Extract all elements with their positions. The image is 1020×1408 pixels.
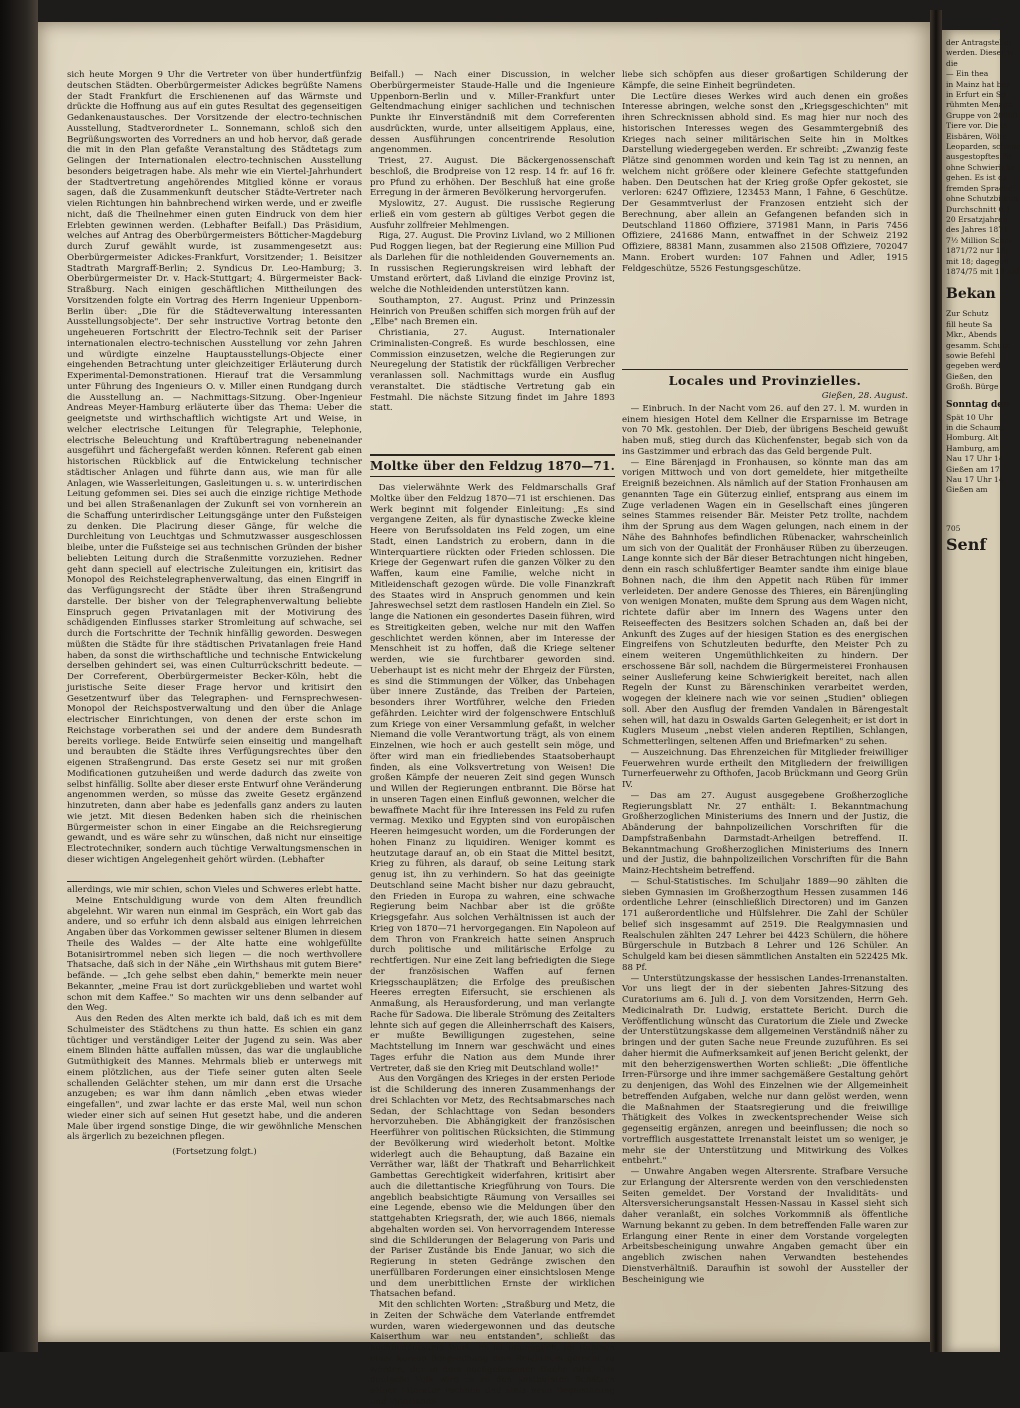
sliver-line: 1874/75 mit 18 auf (946, 266, 1020, 276)
sliver-line: in Erfurt ein Sp (946, 90, 1006, 100)
telegram-news (370, 70, 615, 450)
sliver-line: fremden Sprache (946, 183, 1013, 193)
facing-page-sliver (942, 30, 1020, 1352)
local-news-item: — Einbruch. In der Nacht vom 26. auf den 27. l. M. wurden in einem hiesigen Hotel dem Kellner die Ersparnisse im Betrage von 70 Mk. gestohlen. Der Dieb, der übrigens Bescheid gewußt haben muß, stieg durch das Küchenfenster, begab sich von da ins Gastzimmer und erbrach das das Geld bergende Pult. (622, 403, 908, 457)
sliver-line: rühmten Menage (946, 100, 1013, 110)
sliver-line: 20 Ersatzjahren (946, 214, 1008, 224)
article-paragraph: Mit den schlichten Worten: „Straßburg und Metz, die in Zeiten der Schwäche dem Vaterlande entfremdet wurden, waren wiedergewonnen und das deutsche Kaiserthum war neu entstanden", schließt das hochbedeutsame Werk. Es ist ummöglich, im Rahmen einer kurzen Besprechung dem Reichthum gerecht zu werden, der in dem nachgelassenen Buche ruht. Das deutsche Volk wird es zu den kostbarsten Schätzen seiner Literatur rechnen und stets neue Begeisterung und Vaterlands- (370, 1300, 615, 1407)
news-item: Triest, 27. August. Die Bäckergenossenschaft beschloß, die Brodpreise von 12 resp. 14 fr. auf 16 fr. pro Pfund zu erhöhen. Der Beschluß hat eine große Erregung in der ärmeren Bevölkerung hervorgerufen. (370, 156, 615, 199)
sliver-line: Zur Schutz (946, 309, 989, 319)
sliver-line: Mkr., Abends (946, 330, 997, 340)
staedtetag-text: sich heute Morgen 9 Uhr die Vertreter von über hundertfünfzig deutschen Städten. Oberbürgermeister Adickes begrüßte Namens der Stadt Frankfurt die Erschienenen auf das Wärmste und drückte die Hoffnung aus auf ein gutes Resultat des gegenseitigen Gedankenaustausches. Der Vorsitzende der electro-technischen Ausstellung, Stadtverordneter L. Sonnemann, schloß sich den Begrüßungsworten des Vorredners an und hob hervor, daß gerade die mit in den Plan gefaßte Veranstaltung des Städtetags zum Gelingen der Internationalen electro-technischen Ausstellung besonders beigetragen habe. Als mehr wie ein Viertel-Jahrhundert der Stadtvertretung angehörendes Mitglied könne er voraus sagen, daß die Zusammenkunft deutscher Städte-Vertreter nach vielen Richtungen hin bahnbrechend wirken werde, und er zweifle nicht, daß die Theilnehmer einen guten Eindruck von dem hier Erlebten gewinnen werden. (Lebhafter Beifall.) Das Präsidium, welches auf Antrag des Oberbürgermeisters Bötticher-Magdeburg durch Zuruf gewählt wurde, ist zusammengesetzt aus: Oberbürgermeister Adickes-Frankfurt, Vorsitzender; 1. Beisitzer Stadtrath Margraff-Berlin; 2. Syndicus Dr. Leo-Hamburg; 3. Oberbürgermeister Dr. v. Hack-Stuttgart; 4. Bürgermeister Back-Straßburg. Nach einigen geschäftlichen Mittheilungen des Vorsitzenden folgte ein Vortrag des Herrn Ingenieur Uppenborn-Berlin über: „Die für die Städteverwaltung interessanten Ausstellungsobjecte". Der sehr instructive Vortrag betonte den ungeheueren Fortschritt der Electro-Technik seit der Pariser internationalen electro-technischen Ausstellung vor zehn Jahren und würdigte einzelne Hauptausstellungs-Objecte einer eingehenden Betrachtung unter gleichzeitiger Erläuterung durch Experimental-Demonstrationen. Hierauf trat die Versammlung unter Führung des Ingenieurs O. v. Miller einen Rundgang durch die Ausstellung an. — Nachmittags-Sitzung. Ober-Ingenieur Andreas Meyer-Hamburg erläuterte über das Thema: Ueber die geeignetste und wirthschaftlich wichtigste Art und Weise, in welcher electrische Leitungen für Telegraphie, Telephonie, electrische Beleuchtung und Kraftübertragung nebeneinander ausgeführt und fächergefaßt werden können. Referent gab einen historischen Rückblick auf die Entwickelung technischer städtischer Anlagen und führte dann aus, wie man für alle Anlagen, wie Wasserleitungen, Gasleitungen u. s. w. unterirdischen Leitung gefommen sei. Dies sei auch die einzige richtige Methode und bei allen Straßenanlagen der Zukunft sei von vornherein an die Schaffung unterirdischer Leitungsgänge unter den Fußsteigen zu denken. Die Placirung dieser Gänge, für welche die Durchleitung von Leuchtgas und Schmutzwasser ausgeschlossen bleibe, unter die Fußsteige sei aus technischen Gründen der bisher beliebten Leitung durch die Straßenmitte vorzuziehen. Redner geht dann speciell auf electrische Zuleitungen ein, kritisirt das Monopol des Reichstelegraphenverwaltung, das einen Eingriff in das Verfügungsrecht der Städte über ihren Straßengrund darstelle. Der bisher von der Telegraphenverwaltung beliebte Einspruch gegen Privatanlagen mit der Motivirung des schädigenden Einflusses starker Stromleitung auf schwache, sei durch die Fortschritte der Technik hinfällig geworden. Deswegen müßten die Städte für ihre städtischen Privatanlagen freie Hand haben, da sonst die wirthschaftliche und technische Entwickelung derselben gehindert sei, was einen Culturrückschritt bedeute. — Der Correferent, Oberbürgermeister Becker-Köln, hebt die juristische Seite dieser Frage hervor und kritisirt den Gesetzentwurf über das Telegraphen- und Fernsprechwesen-Monopol der Reichspostverwaltung und den über die Anlage electrischer Einrichtungen, von denen der erste schon im Reichstage vorberathen sei und der andere dem Bundesrath bereits vorliege. Beide Entwürfe seien einseitig und mangelhaft und beraubten die Städte ihres Verfügungsrechtes über den eigenen Straßengrund. Das erste Gesetz sei nur mit großen Modificationen gutzuheißen und werde dadurch das zweite von selbst hinfällig. Sollte aber dieser erste Entwurf ohne Veränderung angenommen werden, so müsse das zweite Gesetz ergänzend hinzutreten, dann aber habe es jedenfalls ganz anders zu lauten wie jetzt. Mit diesen Bedenken haben sich die rheinischen Bürgermeister schon in einer Eingabe an die Reichsregierung gewandt, und es wäre sehr zu wünschen, daß nicht nur einseitige Electrotechniker, sondern auch tüchtige Verwaltungsmenschen in dieser wichtigen Angelegenheit gehört würden. (Lebhafter (67, 70, 362, 865)
news-item: Southampton, 27. August. Prinz und Prinzessin Heinrich von Preußen schiffen sich morgen früh auf der „Elbe" nach Bremen ein. (370, 295, 615, 328)
article-paragraph: Aus den Vorgängen des Krieges in der ersten Periode ist die Schilderung des inneren Zusammenhangs der drei Schlachten vor Metz, des Rechtsabmarsches nach Sedan, der Schlachttage von Sedan besonders hervorzuheben. Die Abhängigkeit der französischen Heerführer von politischen Rücksichten, die Stimmung der Bevölkerung wird wiederholt betont. Moltke widerlegt auch die Behauptung, daß Bazaine ein Verräther war, läßt der Thatkraft und Beharrlichkeit Gambettas Gerechtigkeit widerfahren, kritisirt aber auch die dilettantische Kriegführung von Tours. Die angeblich beabsichtigte Räumung von Versailles sei eine Legende, ebenso wie die Meldungen über den stattgehabten Kriegsrath, der, wie auch 1866, niemals abgehalten worden sei. Von hervorragendem Interesse sind die Schilderungen der Belagerung von Paris und der Pariser Zustände bis Ende Januar, wo sich die Regierung in steten Gedränge zwischen den unerfüllbaren Forderungen einer einsichtslosen Menge und dem unerbittlichen Ernste der wirklichen Thatsachen befand. (370, 1074, 615, 1300)
sliver-line: Homburg. Alt (946, 433, 999, 443)
feuilleton-paragraph: allerdings, wie mir schien, schon Vieles und Schweres erlebt hatte. (67, 885, 361, 895)
scan-edge-left (0, 0, 38, 1352)
sliver-line: werden. Dieser w (946, 48, 1014, 58)
feuilleton-continuation (67, 885, 362, 1158)
sliver-line: ohne Schwierigke (946, 162, 1016, 172)
local-news-item: — Schul-Statistisches. Im Schuljahr 1889—90 zählten die sieben Gymnasien im Großherzogthum Hessen zusammen 146 ordentliche Lehrer (einschließlich Directoren) und im Ganzen 171 außerordentliche und Hülfslehrer. Die Zahl der Schüler belief sich insgesammt auf 2519. Die Realgymnasien und Realschulen zählten 247 Lehrer bei 4423 Schülern, die höhere Bürgerschule in Butzbach 8 Lehrer und 126 Schüler. An Schulgeld kam bei diesen sämmtlichen Anstalten ein 522425 Mk. 88 Pf. (622, 876, 908, 973)
sliver-line: in Mainz hat bea (946, 79, 1011, 89)
sliver-line: Tiere vor. Die in (946, 121, 1008, 131)
article-paragraph: Das vielerwähnte Werk des Feldmarschalls Graf Moltke über den Feldzug 1870—71 ist erschienen. Das Werk beginnt mit folgender Einleitung: „Es sind vergangene Zeiten, als für dynastische Zwecke kleine Heere von Berufssoldaten ins Feld zogen, um eine Stadt, einen Landstrich zu erobern, dann in die Winterquartiere rückten oder Frieden schlossen. Die Kriege der Gegenwart rufen die ganzen Völker zu den Waffen, kaum eine Familie, welche nicht in Mitleidenschaft gezogen würde. Die volle Finanzkraft des Staates wird in Anspruch genommen und kein Jahreswechsel setzt dem rastlosen Handeln ein Ziel. So lange die Nationen ein gesondertes Dasein führen, wird es Streitigkeiten geben, welche nur mit den Waffen geschlichtet werden können, aber im Interesse der Menschheit ist zu hoffen, daß die Kriege seltener werden, wie sie furchtbarer geworden sind. Ueberhaupt ist es nicht mehr der Ehrgeiz der Fürsten, es sind die Stimmungen der Völker, das Unbehagen über innere Zustände, das Treiben der Parteien, besonders ihrer Wortführer, welche den Frieden gefährden. Leichter wird der folgenschwere Entschluß zum Kriege von einer Versammlung gefaßt, in welcher Niemand die volle Verantwortung trägt, als von einem Einzelnen, wie hoch er auch gestellt sein möge, und öfter wird man ein friedliebendes Staatsoberhaupt finden, als eine Volksvertretung von Weisen! Die großen Kämpfe der neueren Zeit sind gegen Wunsch und Willen der Regierungen entbrannt. Die Börse hat in unseren Tagen einen Einfluß gewonnen, welcher die bewaffnete Macht für ihre Interessen ins Feld zu rufen vermag. Mexiko und Egypten sind von europäischen Heeren heimgesucht worden, um die Forderungen der hohen Finanz zu liquidiren. Weniger kommt es heutzutage darauf an, ob ein Staat die Mittel besitzt, Krieg zu führen, als darauf, ob seine Leitung stark genug ist, ihn zu verhindern. So hat das geeinigte Deutschland seine Macht bisher nur dazu gebraucht, den Frieden in Europa zu wahren, eine schwache Regierung beim Nachbar aber ist die größte Kriegsgefahr. Aus solchen Verhältnissen ist auch der Krieg von 1870—71 hervorgegangen. Ein Napoleon auf dem Thron von Frankreich hatte seinen Anspruch durch politische und militärische Erfolge zu rechtfertigen. Nur eine Zeit lang befriedigten die Siege der französischen Waffen auf fernen Kriegsschauplätzen; die Erfolge des preußischen Heeres erregten Eifersucht, sie erschienen als Anmaßung, als Herausforderung, und man verlangte Rache für Sadowa. Die liberale Strömung des Zeitalters lehnte sich auf gegen die Alleinherrschaft des Kaisers, er mußte Bewilligungen zugestehen, seine Machtstellung im Innern war geschwächt und eines Tages erfuhr die Nation aus dem Munde ihrer Vertreter, daß sie den Krieg mit Deutschland wolle!" (370, 483, 615, 1074)
sliver-line: gesamm. Schutz (946, 340, 1010, 350)
sliver-line: Eisbären, Wölfe (946, 131, 1007, 141)
sliver-line: Nau 17 Uhr 14 (946, 454, 1004, 464)
column-3 (622, 70, 908, 1285)
facing-page-text (946, 38, 1020, 560)
news-item: Myslowitz, 27. August. Die russische Regierung erließ ein vom gestern ab gültiges Verbot gegen die Ausfuhr zollfreier Mehlmengen. (370, 199, 615, 231)
sliver-line: 1871/72 nur 18; (946, 246, 1009, 256)
sliver-line: fill heute Sa (946, 319, 993, 329)
sliver-line: ausgestopftes Pe (946, 152, 1011, 162)
sliver-line: — Ein thea (946, 69, 989, 79)
column-2 (370, 70, 615, 1407)
sliver-line: sowie Befehl (946, 350, 996, 360)
sliver-line: in die Schaum, (946, 423, 1004, 432)
sliver-line: die (946, 58, 958, 68)
continuation-note: (Fortsetzung folgt.) (172, 1147, 257, 1157)
sliver-line: gegeben werd (946, 361, 1001, 371)
article-paragraph: Die Lectüre dieses Werkes wird auch denen ein großes Interesse abringen, welche sonst den „Kriegsgeschichten" mit ihren Schrecknissen abhold sind. Es mag hier nur noch des historischen Interesses wegen des Gesammtergebniß des Krieges nach seiner militärischen Seite hin in Moltkes Darstellung wiedergegeben werden. Er schreibt: „Zwanzig feste Plätze sind genommen worden und kein Tag ist zu nennen, an welchem nicht größere oder kleinere Gefechte stattgefunden haben. Den Deutschen hat der Krieg große Opfer gekostet, sie verloren: 6247 Offiziere, 123453 Mann, 1 Fahne, 6 Geschütze. Der Gesammtverlust der Franzosen entzieht sich der Berechnung, aber allein an Gefangenen befanden sich in Deutschland 11860 Offiziere, 371981 Mann, in Paris 7456 Offiziere, 241686 Mann, entwaffnet in der Schweiz 2192 Offiziere, 88381 Mann, zusammen also 21508 Offiziere, 702047 Mann. Erobert wurden: 107 Fahnen und Adler, 1915 Feldgeschütze, 5526 Festungsgeschütze. (622, 91, 908, 274)
sliver-line: mit 18; dagegen (946, 256, 1009, 266)
sliver-heading: Senf (946, 535, 987, 555)
staedtetag-report (67, 70, 362, 878)
sliver-heading: Bekan (946, 286, 996, 303)
section-heading-locales: Locales und Provinzielles. (622, 369, 908, 389)
local-news-item: — Unterstützungskasse der hessischen Landes-Irrenanstalten. Vor uns liegt der in der siebenten Jahres-Sitzung des Curatoriums am 6. Juli d. J. von dem Vorsitzenden, Herrn Geh. Medicinalrath Dr. Ludwig, erstattete Bericht. Durch die Veröffentlichung wünscht das Curatorium die Ziele und Zwecke der Unterstützungskasse dem allgemeinen Verständniß näher zu bringen und der guten Sache neue Freunde zuzuführen. Es sei daher hiermit die Aufmerksamkeit auf jenen Bericht gelenkt, der mit den beherzigenswerthen Worten schließt: „Die öffentliche Irren-Fürsorge und ihre immer sachgemäßere Gestaltung gehört zu denjenigen, das Wohl des Einzelnen wie der Allgemeinheit betreffenden Aufgaben, welche nur dann gelöst werden, wenn die Maßnahmen der Staatsregierung und die freiwillige Thätigkeit des Volkes in zweckentsprechender Weise sich gegenseitig ergänzen, anregen und beeinflussen; die noch so vortrefflich ausgestattete Irrenanstalt leistet um so weniger, je mehr sie der Unterstützung und Mitwirkung des Volkes entbehrt." (622, 973, 908, 1167)
sliver-line: gehen. Es ist da (946, 173, 1008, 183)
sliver-line: ohne Schutzbildun (946, 194, 1018, 204)
sliver-line: der Antragsteller (946, 38, 1013, 47)
local-news-item: — Das am 27. August ausgegebene Großherzogliche Regierungsblatt Nr. 27 enthält: I. Bekanntmachung Großherzoglichen Ministeriums des Innern und der Justiz, die Abänderung der bahnpolizeilichen Vorschriften für die Dampfstraßenbahn Darmstadt-Arheilgen betreffend. II. Bekanntmachung Großherzoglichen Ministeriums des Innern und der Justiz, die bahnpolizeilichen Vorschriften für die Bahn Mainz-Hechtsheim betreffend. (622, 790, 908, 876)
moltke-article (370, 483, 615, 1407)
sliver-line: Leoparden, schwar (946, 142, 1020, 152)
sliver-line: 7½ Million Schul (946, 235, 1012, 245)
sliver-line: Gießen am 17 (946, 464, 1000, 474)
page-number: 705 (946, 523, 961, 533)
local-news (622, 404, 908, 1284)
local-news-item: — Eine Bärenjagd in Fronhausen, so könnte man das am vorigen Mittwoch und von dort gemeldete, hier mitgetheilte Ereigniß bezeichnen. Als nämlich auf der Station Fronhausen am genannten Tage ein Güterzug einlief, entsprang aus einem im Zuge verladenen Wagen ein in Gesellschaft eines jüngeren seines Stammes reisender Bär. Meister Petz trollte, nachdem ihm der Sprung aus dem Wagen gelungen, nach einem in der Nähe des Bahnhofes befindlichen Rübenacker, wahrscheinlich um sich von der Qualität der Fronhäuser Rüben zu überzeugen. Lange konnte sich der Bär dieser Betrachtungen nicht hingeben, denn ein rasch schlußfertiger Beamter sandte ihm einige blaue Bohnen nach, die ihm den Appetit nach Rüben für immer verleideten. Der andere Genosse des Thieres, ein Bärenjüngling von wenigen Monaten, mußte dem Sprung aus dem Wagen nicht, richtete dafür aber im Innern des Wagens unter den Reiseeffecten des Besitzers solchen Schaden an, daß bei der Ankunft des Zuges auf der hiesigen Station es des energischen Eingreifens von Schutzleuten bedurfte, den Meister Pch zu einem weiteren Ungemüthlichkeiten zu hindern. Der erschossene Bär soll, nachdem die Bürgermeisterei Fronhausen seiner Auslieferung keine Schwierigkeit bereitet, nach allen Regeln der Kunst zu Bärenschinken verarbeitet werden, wogegen der kleinere nach wie vor seinen „Studien" obliegen soll. Aber den Ausflug der fremden Vandalen in Bärengestalt sehen will, hat dazu in Oswalds Garten Gelegenheit; er ist dort in Kuglers Museum „nebst vielen anderen Reptilien, Schlangen, Schmetterlingen, seltenen Affen und Briefmarken" zu sehen. (622, 457, 908, 747)
sliver-line: Gießen am (946, 485, 988, 495)
sliver-line: Hamburg, am (946, 443, 1000, 453)
dateline: Gießen, 28. August. (821, 391, 908, 401)
column-divider (67, 881, 362, 882)
news-item: Riga, 27. August. Die Provinz Livland, wo 2 Millionen Pud Roggen liegen, bat der Regierung eine Million Pud als Darlehen für die nothleidenden Gouvernements an. In russischen Regierungskreisen wird lebhaft der Umstand erörtert, daß Livland die einzige Provinz ist, welche die Nothleidenden unterstützen kann. (370, 231, 615, 295)
moltke-heading: Moltke über den Feldzug 1870—71. (370, 454, 615, 477)
article-paragraph: liebe sich schöpfen aus dieser großartigen Schilderung der Kämpfe, die seine Einheit begründeten. (622, 70, 908, 91)
sliver-line: Gruppe von 20000 (946, 110, 1018, 120)
sliver-line: Durchschnitt 0,1 (946, 204, 1011, 214)
sliver-line: des Jahres 1871 (946, 225, 1008, 235)
news-item: Christiania, 27. August. Internationaler Criminalisten-Congreß. Es wurde beschlossen, eine Commission einzusetzen, welche die Regierungen zur Neuregelung der Statistik der rückfälligen Verbrecher veranlassen soll. Nachmittags wurde ein Ausflug veranstaltet. Die städtische Vertretung gab ein Festmahl. Die nächste Sitzung findet im Jahre 1893 statt. (370, 328, 615, 414)
sliver-line: Nau 17 Uhr 14 (946, 475, 1004, 485)
feuilleton-paragraph: Meine Entschuldigung wurde von dem Alten freundlich abgelehnt. Wir waren nun einmal im Gespräch, ein Wort gab das andere, und so erfuhr ich denn alsbald aus einigen lehrreichen Angaben über das Vorkommen gewisser seltener Blumen in diesem Theile des Waldes — der Alte hatte eine wohlgefüllte Botanisirtrommel neben sich liegen — die noch werthvollere Thatsache, daß sich in der Nähe „ein Wirthshaus mit gutem Biere" befände. — „Ich gehe selbst eben dahin," bemerkte mein neuer Bekannter, „meine Frau ist dort zurückgeblieben und wartet wohl schon mit dem Kaffee." So machten wir uns denn selbander auf den Weg. (67, 895, 362, 1014)
sliver-line: Großh. Bürge (946, 382, 999, 392)
local-news-item: — Unwahre Angaben wegen Altersrente. Strafbare Versuche zur Erlangung der Altersrente werden von den verschiedensten Seiten gemeldet. Der Vorstand der Invaliditäts- und Altersversicherungsanstalt Hessen-Nassau in Kassel sieht sich daher veranlaßt, ein solches Vorkommniß als öffentliche Warnung bekannt zu geben. In dem betreffenden Falle waren zur Erlangung einer Rente in einer dem Vorstande vorgelegten Arbeitsbescheinigung unwahre Angaben gemacht über ein angeblich zwischen nahen Verwandten bestehendes Dienstverhältniß. Daraufhin ist sowohl der Aussteller der Bescheinigung wie (622, 1167, 908, 1285)
book-gutter (930, 10, 942, 1352)
sliver-line: Spät 10 Uhr (946, 412, 994, 422)
local-news-item: — Auszeichnung. Das Ehrenzeichen für Mitglieder freiwilliger Feuerwehren wurde ertheilt den Mitgliedern der freiwilligen Turnerfeuerwehr zu Ofthofen, Jacob Brückmann und Georg Grün IV. (622, 747, 908, 790)
sliver-line: Gießen, den (946, 371, 993, 381)
column-1 (67, 70, 362, 1270)
sliver-heading: Sonntag den (946, 399, 1010, 410)
feuilleton-paragraph: Aus den Reden des Alten merkte ich bald, daß ich es mit dem Schulmeister des Städtchens zu thun hatte. Es schien ein ganz tüchtiger und verständiger Leiter der Jugend zu sein. Was aber einem Blinden hätte auffallen müssen, das war die unglaubliche Gutmüthigkeit des Mannes. Mehrmals blieb er unterwegs mit einem plötzlichen, aus der Tiefe seiner guten alten Seele schallenden Gelächter stehen, um mir dann erst die Ursache anzugeben; es war ihm dann nämlich „eben etwas wieder eingefallen", und zwar lachte er das erste Mal, weil nun schon wieder einer sich auf seinen Hut gesetzt habe, und die anderen Male über irgend sonstige Dinge, die wir gewöhnliche Menschen als ärgerlich zu bezeichnen pflegen. (67, 1014, 362, 1143)
news-item: Beifall.) — Nach einer Discussion, in welcher Oberbürgermeister Staude-Halle und die Ingenieure Uppenborn-Berlin und v. Miller-Frankfurt unter Geltendmachung einiger sachlichen und technischen Punkte ihr Einverständniß mit dem Correferenten ausdrückten, wurde, unter allseitigem Applaus, eine, dessen Ausführungen concentrirende Resolution angenommen. (370, 70, 615, 156)
moltke-article-continued (622, 70, 908, 365)
